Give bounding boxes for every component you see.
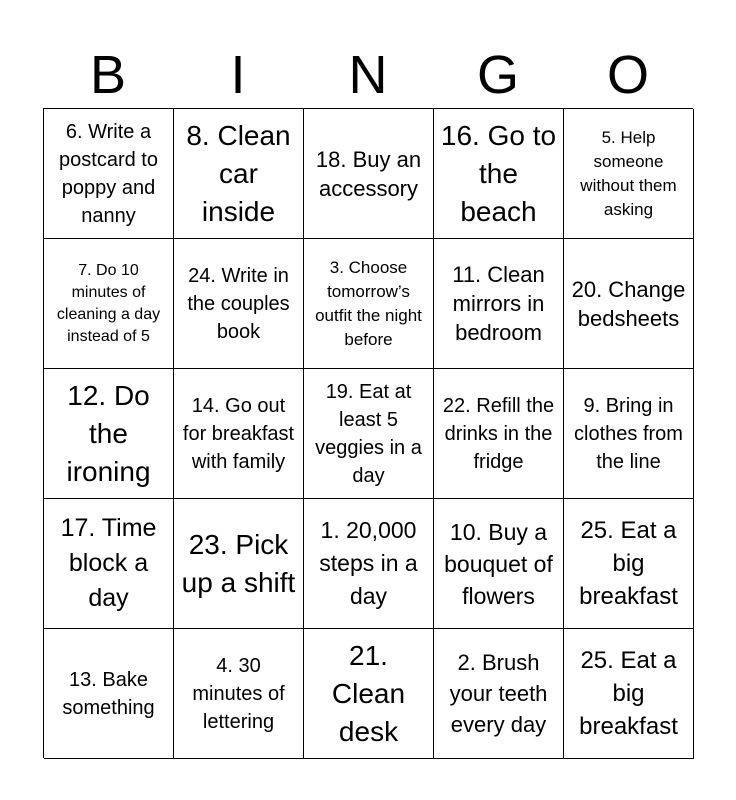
bingo-cell[interactable] <box>434 629 564 759</box>
bingo-cell[interactable] <box>174 629 304 759</box>
bingo-cell[interactable] <box>434 239 564 369</box>
cell-text: 1. 20,000 steps in a day <box>319 517 418 609</box>
bingo-cell[interactable] <box>44 629 174 759</box>
bingo-cell[interactable] <box>304 499 434 629</box>
cell-text: 12. Do the ironing <box>66 379 151 487</box>
cell-text: 19. Eat at least 5 veggies in a day <box>315 380 422 487</box>
cell-text: 16. Go to the beach <box>440 119 557 227</box>
cell-text: 5. Help someone without them asking <box>580 127 677 219</box>
bingo-cell[interactable] <box>564 369 694 499</box>
header-letter-n: N <box>348 45 388 105</box>
bingo-cell[interactable] <box>564 499 694 629</box>
bingo-cell[interactable] <box>174 239 304 369</box>
cell-text: 25. Eat a big breakfast <box>579 517 678 610</box>
bingo-cell[interactable] <box>304 239 434 369</box>
cell-text: 23. Pick up a shift <box>181 528 296 598</box>
bingo-cell[interactable] <box>434 499 564 629</box>
bingo-cell[interactable] <box>44 109 174 239</box>
cell-text: 14. Go out for breakfast with family <box>182 394 295 473</box>
bingo-cell[interactable] <box>304 629 434 759</box>
cell-text: 11. Clean mirrors in bedroom <box>452 262 545 345</box>
bingo-grid <box>43 108 693 758</box>
bingo-cell[interactable] <box>44 239 174 369</box>
bingo-cell[interactable] <box>174 499 304 629</box>
bingo-cell[interactable] <box>44 369 174 499</box>
cell-text: 22. Refill the drinks in the fridge <box>442 394 555 473</box>
cell-text: 18. Buy an accessory <box>315 146 422 201</box>
bingo-cell[interactable] <box>564 109 694 239</box>
bingo-cell[interactable] <box>304 109 434 239</box>
header-letter-o: O <box>606 45 649 105</box>
bingo-cell[interactable] <box>434 369 564 499</box>
bingo-cell[interactable] <box>564 629 694 759</box>
header-letter-i: I <box>230 45 246 105</box>
cell-text: 10. Buy a bouquet of flowers <box>444 518 553 609</box>
cell-text: 8. Clean car inside <box>186 119 291 227</box>
cell-text: 24. Write in the couples book <box>187 264 290 343</box>
cell-text: 6. Write a postcard to poppy and nanny <box>59 120 158 227</box>
cell-text: 4. 30 minutes of lettering <box>192 654 285 733</box>
bingo-cell[interactable] <box>174 109 304 239</box>
bingo-cell[interactable] <box>304 369 434 499</box>
bingo-cell[interactable] <box>434 109 564 239</box>
cell-text: 20. Change bedsheets <box>571 276 686 331</box>
cell-text: 25. Eat a big breakfast <box>579 647 678 740</box>
bingo-cell[interactable] <box>564 239 694 369</box>
bingo-header <box>43 42 693 108</box>
cell-text: 3. Choose tomorrow’s outfit the night before <box>315 257 422 349</box>
cell-text: 9. Bring in clothes from the line <box>574 394 683 473</box>
cell-text: 13. Bake something <box>62 668 155 719</box>
bingo-cell[interactable] <box>44 499 174 629</box>
bingo-cell[interactable] <box>174 369 304 499</box>
header-letter-b: B <box>89 45 127 105</box>
header-letter-g: G <box>476 45 519 105</box>
cell-text: 2. Brush your teeth every day <box>449 650 548 737</box>
cell-text: 7. Do 10 minutes of cleaning a day instead of 5 <box>56 261 161 345</box>
cell-text: 21. Clean desk <box>331 639 406 747</box>
cell-text: 17. Time block a day <box>60 514 157 612</box>
